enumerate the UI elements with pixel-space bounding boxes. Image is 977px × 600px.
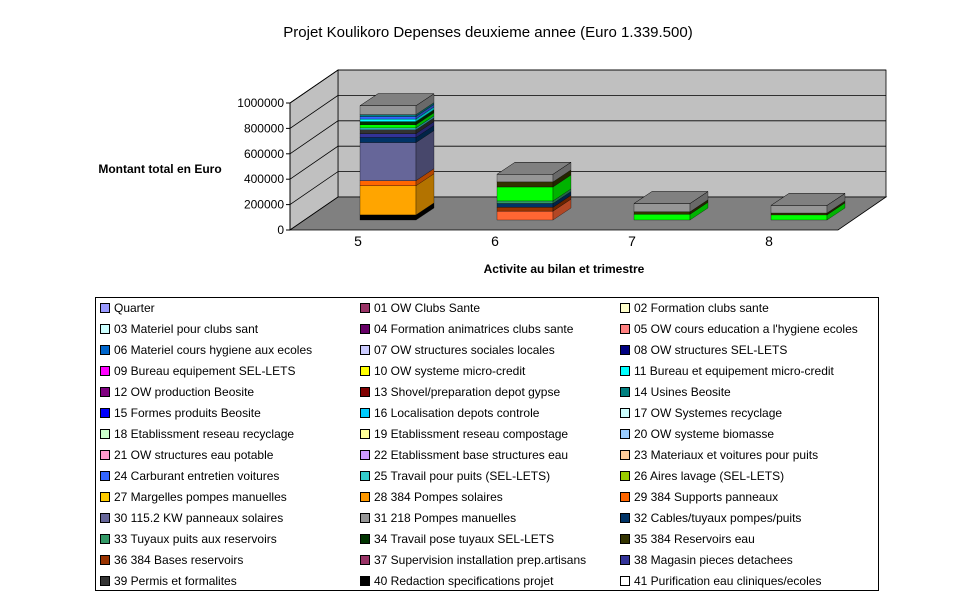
x-axis-label: Activite au bilan et trimestre — [483, 262, 645, 276]
legend-swatch — [100, 513, 110, 523]
legend-label: 32 Cables/tuyaux pompes/puits — [634, 511, 802, 525]
legend — [95, 297, 879, 591]
legend-swatch — [620, 429, 630, 439]
legend-swatch — [620, 534, 630, 544]
legend-label: 20 OW systeme biomasse — [634, 427, 775, 441]
bar-segment — [360, 115, 416, 117]
legend-item — [100, 299, 155, 317]
legend-swatch — [620, 345, 630, 355]
legend-label: 22 Etablissment base structures eau — [374, 448, 569, 462]
y-tick-label: 600000 — [243, 146, 284, 161]
legend-swatch — [360, 387, 370, 397]
legend-label: 05 OW cours education a l'hygiene ecoles — [634, 322, 858, 336]
bar-segment — [360, 137, 416, 142]
bar-segment — [360, 181, 416, 186]
legend-swatch — [100, 555, 110, 565]
legend-item — [100, 467, 279, 485]
legend-item — [100, 320, 258, 338]
legend-item — [360, 320, 573, 338]
bar-segment — [360, 143, 416, 181]
legend-swatch — [100, 450, 110, 460]
legend-item — [620, 299, 769, 317]
bar-segment — [360, 122, 416, 125]
legend-label: 28 384 Pompes solaires — [374, 490, 503, 504]
legend-label: 01 OW Clubs Sante — [374, 301, 481, 315]
legend-label: 39 Permis et formalites — [114, 574, 237, 588]
chart-title: Projet Koulikoro Depenses deuxieme annee (Euro 1.339.500) — [283, 24, 693, 41]
legend-swatch — [360, 303, 370, 313]
legend-label: 33 Tuyaux puits aux reservoirs — [114, 532, 277, 546]
legend-swatch — [100, 345, 110, 355]
legend-swatch — [100, 366, 110, 376]
legend-label: Quarter — [114, 301, 155, 315]
y-axis-label: Montant total en Euro — [98, 162, 222, 176]
legend-item — [100, 404, 261, 422]
legend-item — [620, 509, 801, 527]
legend-label: 17 OW Systemes recyclage — [634, 406, 783, 420]
legend-item — [360, 488, 503, 506]
bar-segment — [497, 211, 553, 220]
bar-segment — [360, 119, 416, 122]
bar-segment — [634, 203, 690, 211]
legend-swatch — [100, 471, 110, 481]
legend-swatch — [360, 555, 370, 565]
legend-swatch — [620, 576, 630, 586]
bar-segment — [497, 207, 553, 211]
legend-label: 14 Usines Beosite — [634, 385, 731, 399]
legend-item — [620, 362, 834, 380]
bar-segment — [360, 186, 416, 215]
bar-segment — [497, 182, 553, 187]
x-tick-label: 8 — [765, 233, 773, 249]
bar-stack-5 — [360, 94, 434, 220]
legend-item — [100, 572, 237, 590]
legend-label: 13 Shovel/preparation depot gypse — [374, 385, 561, 399]
legend-swatch — [620, 513, 630, 523]
legend-label: 31 218 Pompes manuelles — [374, 511, 517, 525]
legend-item — [620, 551, 793, 569]
legend-label: 10 OW systeme micro-credit — [374, 364, 526, 378]
legend-item — [620, 383, 731, 401]
legend-label: 34 Travail pose tuyaux SEL-LETS — [374, 532, 555, 546]
legend-swatch — [360, 492, 370, 502]
bar-segment — [497, 174, 553, 182]
legend-label: 26 Aires lavage (SEL-LETS) — [634, 469, 785, 483]
legend-item — [360, 446, 568, 464]
legend-item — [620, 488, 778, 506]
legend-item — [620, 320, 858, 338]
bar-segment — [360, 106, 416, 115]
legend-item — [620, 446, 818, 464]
legend-label: 15 Formes produits Beosite — [114, 406, 261, 420]
legend-label: 37 Supervision installation prep.artisans — [374, 553, 587, 567]
legend-item — [100, 530, 277, 548]
bar-segment — [360, 116, 416, 119]
legend-swatch — [620, 408, 630, 418]
legend-label: 08 OW structures SEL-LETS — [634, 343, 788, 357]
y-tick-label: 400000 — [243, 172, 284, 187]
legend-label: 25 Travail pour puits (SEL-LETS) — [374, 469, 551, 483]
bar-segment — [360, 130, 416, 134]
bar-segment — [497, 203, 553, 207]
legend-swatch — [100, 576, 110, 586]
legend-label: 11 Bureau et equipement micro-credit — [634, 364, 834, 378]
legend-item — [100, 383, 254, 401]
y-tick-label: 800000 — [243, 121, 284, 136]
y-tick-label: 200000 — [243, 197, 284, 212]
legend-label: 02 Formation clubs sante — [634, 301, 769, 315]
legend-label: 04 Formation animatrices clubs sante — [374, 322, 574, 336]
legend-label: 24 Carburant entretien voitures — [114, 469, 280, 483]
legend-swatch — [620, 471, 630, 481]
legend-item — [360, 467, 550, 485]
x-tick-label: 7 — [628, 233, 636, 249]
legend-item — [620, 341, 787, 359]
legend-swatch — [100, 324, 110, 334]
legend-item — [100, 446, 273, 464]
legend-item — [100, 509, 283, 527]
legend-label: 40 Redaction specifications projet — [374, 574, 554, 588]
legend-item — [360, 341, 555, 359]
legend-swatch — [360, 513, 370, 523]
legend-label: 36 384 Bases reservoirs — [114, 553, 244, 567]
legend-item — [620, 467, 784, 485]
legend-label: 19 Etablissment reseau compostage — [374, 427, 569, 441]
legend-item — [360, 530, 554, 548]
legend-swatch — [620, 492, 630, 502]
legend-item — [360, 572, 553, 590]
legend-item — [620, 404, 782, 422]
legend-label: 30 115.2 KW panneaux solaires — [114, 511, 284, 525]
bar-segment — [634, 212, 690, 215]
legend-label: 03 Materiel pour clubs sant — [114, 322, 259, 336]
x-tick-label: 5 — [354, 233, 362, 249]
bar-segment — [497, 201, 553, 204]
y-tick-label: 0 — [277, 223, 284, 237]
legend-item — [360, 404, 539, 422]
legend-swatch — [620, 555, 630, 565]
legend-label: 07 OW structures sociales locales — [374, 343, 555, 357]
legend-swatch — [100, 408, 110, 418]
legend-label: 29 384 Supports panneaux — [634, 490, 779, 504]
legend-swatch — [360, 366, 370, 376]
bar-segment — [771, 215, 827, 220]
legend-swatch — [620, 387, 630, 397]
x-tick-label: 6 — [491, 233, 499, 249]
legend-swatch — [360, 324, 370, 334]
y-tick-label: 1000000 — [237, 96, 284, 110]
legend-label: 12 OW production Beosite — [114, 385, 255, 399]
x-axis-ticks — [354, 233, 773, 249]
legend-label: 38 Magasin pieces detachees — [634, 553, 793, 567]
legend-label: 23 Materiaux et voitures pour puits — [634, 448, 819, 462]
legend-label: 27 Margelles pompes manuelles — [114, 490, 287, 504]
legend-item — [360, 362, 525, 380]
legend-item — [100, 341, 312, 359]
legend-label: 21 OW structures eau potable — [114, 448, 274, 462]
y-axis-ticks — [237, 96, 290, 237]
bar-segment — [360, 125, 416, 128]
legend-swatch — [100, 429, 110, 439]
legend-label: 41 Purification eau cliniques/ecoles — [634, 574, 822, 588]
legend-swatch — [360, 408, 370, 418]
legend-item — [620, 530, 755, 548]
legend-label: 18 Etablissment reseau recyclage — [114, 427, 295, 441]
legend-item — [360, 551, 586, 569]
bar-segment — [497, 187, 553, 201]
legend-item — [360, 299, 480, 317]
legend-item — [360, 425, 568, 443]
legend-swatch — [360, 345, 370, 355]
bar-stack-6 — [497, 162, 571, 220]
legend-swatch — [620, 366, 630, 376]
legend-item — [100, 362, 295, 380]
bar-segment — [771, 213, 827, 215]
legend-swatch — [620, 324, 630, 334]
legend-swatch — [360, 429, 370, 439]
legend-item — [360, 383, 560, 401]
bar-segment — [360, 128, 416, 130]
legend-swatch — [100, 387, 110, 397]
bar-segment — [634, 214, 690, 220]
legend-swatch — [100, 303, 110, 313]
legend-swatch — [620, 303, 630, 313]
legend-label: 35 384 Reservoirs eau — [634, 532, 755, 546]
legend-item — [100, 425, 294, 443]
legend-swatch — [360, 576, 370, 586]
legend-label: 09 Bureau equipement SEL-LETS — [114, 364, 296, 378]
legend-swatch — [360, 471, 370, 481]
legend-label: 16 Localisation depots controle — [374, 406, 540, 420]
legend-swatch — [620, 450, 630, 460]
legend-swatch — [100, 492, 110, 502]
legend-swatch — [360, 534, 370, 544]
legend-swatch — [360, 450, 370, 460]
legend-item — [100, 488, 287, 506]
bar-segment — [360, 215, 416, 220]
legend-item — [620, 425, 774, 443]
legend-label: 06 Materiel cours hygiene aux ecoles — [114, 343, 313, 357]
legend-swatch — [100, 534, 110, 544]
bar-segment — [360, 134, 416, 138]
bar-segment — [771, 205, 827, 213]
legend-item — [100, 551, 243, 569]
legend-item — [620, 572, 821, 590]
legend-item — [360, 509, 516, 527]
